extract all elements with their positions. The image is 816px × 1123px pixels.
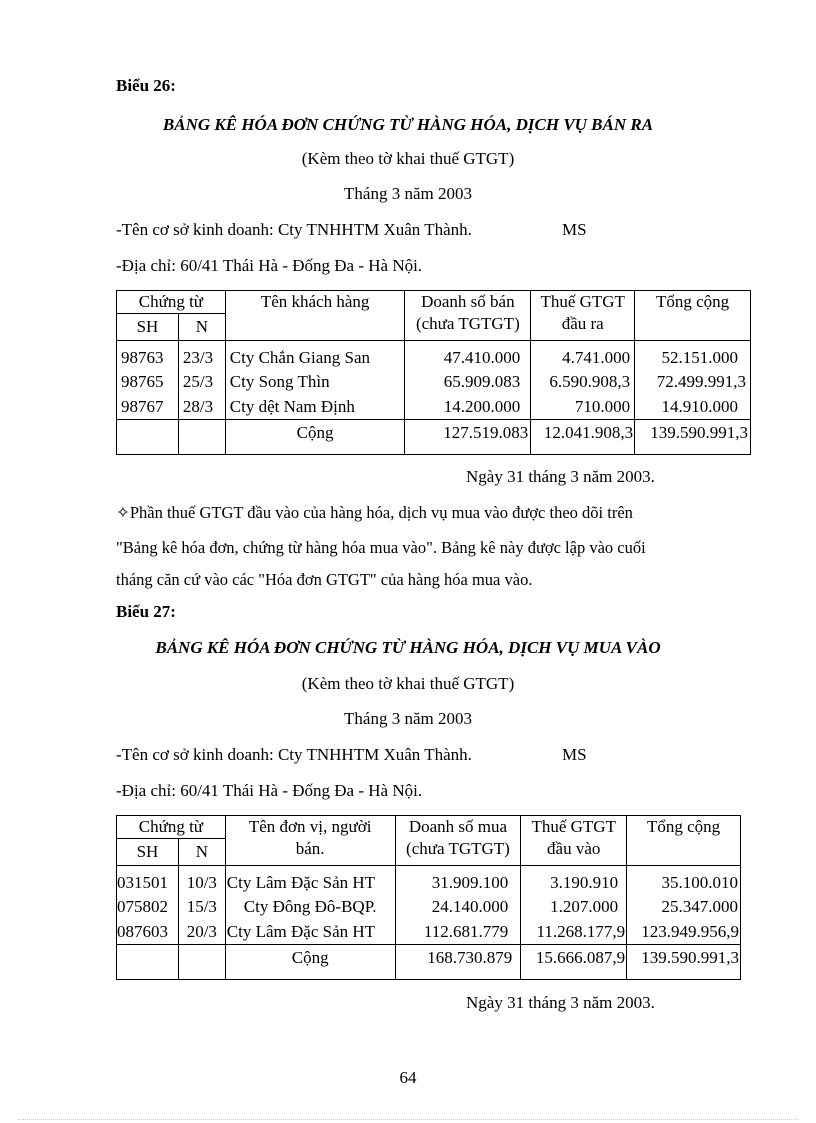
page-number: 64	[399, 1068, 417, 1087]
empty-cell	[178, 420, 225, 455]
section-title: BẢNG KÊ HÓA ĐƠN CHỨNG TỪ HÀNG HÓA, DỊCH VỤ MUA VÀO	[155, 638, 661, 657]
cell-name: Cty Lâm Đặc Sản HT	[225, 866, 395, 895]
sum-total: 139.590.991,3	[627, 945, 741, 980]
purchase-table	[116, 815, 741, 980]
cell-n: 20/3	[178, 919, 225, 945]
table-header-row	[117, 816, 741, 839]
cell-sales: 47.410.000	[405, 341, 531, 370]
address-line: -Địa chỉ: 60/41 Thái Hà - Đống Đa - Hà Nội.	[116, 781, 423, 800]
ms-label: MS	[562, 745, 587, 764]
section-period: Tháng 3 năm 2003	[344, 709, 472, 728]
cell-purchase: 24.140.000	[395, 894, 521, 919]
cell-vat: 3.190.910	[521, 866, 627, 895]
header-purchase: Doanh số mua (chưa TGTGT)	[395, 816, 521, 866]
header-sales: Doanh số bán (chưa TGTGT)	[405, 291, 531, 341]
table-row	[117, 394, 751, 420]
sign-date: Ngày 31 tháng 3 năm 2003.	[466, 467, 655, 486]
section-period: Tháng 3 năm 2003	[344, 184, 472, 203]
section-subtitle: (Kèm theo tờ khai thuế GTGT)	[301, 674, 515, 693]
empty-cell	[117, 420, 179, 455]
empty-cell	[117, 945, 179, 980]
table-row	[117, 866, 741, 895]
cell-name: Cty Song Thìn	[225, 369, 405, 394]
cell-sh: 98765	[117, 369, 179, 394]
sum-vat: 12.041.908,3	[531, 420, 635, 455]
cell-sales: 65.909.083	[405, 369, 531, 394]
header-total: Tổng cộng	[635, 291, 751, 341]
sum-label: Cộng	[225, 420, 405, 455]
cell-n: 28/3	[178, 394, 225, 420]
cell-n: 25/3	[178, 369, 225, 394]
section-title: BẢNG KÊ HÓA ĐƠN CHỨNG TỪ HÀNG HÓA, DỊCH VỤ BÁN RA	[162, 115, 654, 134]
cell-vat: 710.000	[531, 394, 635, 420]
business-name: -Tên cơ sở kinh doanh: Cty TNHHTM Xuân Thành.	[116, 220, 472, 239]
cell-vat: 11.268.177,9	[521, 919, 627, 945]
table-sum-row	[117, 420, 751, 455]
header-sh: SH	[117, 314, 179, 341]
sign-date: Ngày 31 tháng 3 năm 2003.	[466, 993, 655, 1012]
cell-vat: 4.741.000	[531, 341, 635, 370]
empty-cell	[178, 945, 225, 980]
paragraph-line: tháng căn cứ vào các "Hóa đơn GTGT" của hàng hóa mua vào.	[116, 570, 533, 589]
header-name: Tên đơn vị, người bán.	[225, 816, 395, 866]
header-sh: SH	[117, 839, 179, 866]
header-n: N	[178, 314, 225, 341]
cell-purchase: 112.681.779	[395, 919, 521, 945]
sum-total: 139.590.991,3	[635, 420, 751, 455]
header-name: Tên khách hàng	[225, 291, 405, 341]
header-n: N	[178, 839, 225, 866]
cell-vat: 6.590.908,3	[531, 369, 635, 394]
cell-sh: 98763	[117, 341, 179, 370]
cell-name: Cty dệt Nam Định	[225, 394, 405, 420]
cell-total: 25.347.000	[627, 894, 741, 919]
header-doc: Chứng từ	[117, 291, 226, 314]
cell-name: Cty Đông Đô-BQP.	[225, 894, 395, 919]
cell-name: Cty Lâm Đặc Sản HT	[225, 919, 395, 945]
header-vat: Thuế GTGT đầu ra	[531, 291, 635, 341]
sum-label: Cộng	[225, 945, 395, 980]
cell-total: 35.100.010	[627, 866, 741, 895]
sum-purchase: 168.730.879	[395, 945, 521, 980]
section-label: Biểu 27:	[116, 602, 176, 621]
table-row	[117, 919, 741, 945]
sales-table	[116, 290, 751, 455]
address-line: -Địa chỉ: 60/41 Thái Hà - Đống Đa - Hà Nội.	[116, 256, 423, 275]
cell-sh: 031501	[117, 866, 179, 895]
cell-sales: 14.200.000	[405, 394, 531, 420]
cell-purchase: 31.909.100	[395, 866, 521, 895]
cell-total: 52.151.000	[635, 341, 751, 370]
ms-label: MS	[562, 220, 587, 239]
sum-sales: 127.519.083	[405, 420, 531, 455]
header-total: Tổng cộng	[627, 816, 741, 866]
table-row	[117, 894, 741, 919]
cell-sh: 087603	[117, 919, 179, 945]
cell-name: Cty Chắn Giang San	[225, 341, 405, 370]
header-vat: Thuế GTGT đầu vào	[521, 816, 627, 866]
section-subtitle: (Kèm theo tờ khai thuế GTGT)	[301, 149, 515, 168]
section-label: Biểu 26:	[116, 76, 176, 95]
header-doc: Chứng từ	[117, 816, 226, 839]
cell-n: 23/3	[178, 341, 225, 370]
table-header-row	[117, 291, 751, 314]
paragraph-line: "Bảng kê hóa đơn, chứng từ hàng hóa mua vào". Bảng kê này được lập vào cuối	[116, 538, 646, 557]
cell-sh: 98767	[117, 394, 179, 420]
cell-total: 72.499.991,3	[635, 369, 751, 394]
cell-vat: 1.207.000	[521, 894, 627, 919]
table-row	[117, 341, 751, 370]
sum-vat: 15.666.087,9	[521, 945, 627, 980]
business-name: -Tên cơ sở kinh doanh: Cty TNHHTM Xuân Thành.	[116, 745, 472, 764]
cell-sh: 075802	[117, 894, 179, 919]
paragraph-line: ✧Phần thuế GTGT đầu vào của hàng hóa, dịch vụ mua vào được theo dõi trên	[116, 503, 633, 522]
table-row	[117, 369, 751, 394]
page-bottom-divider	[18, 1119, 798, 1120]
table-sum-row	[117, 945, 741, 980]
cell-n: 15/3	[178, 894, 225, 919]
cell-n: 10/3	[178, 866, 225, 895]
cell-total: 14.910.000	[635, 394, 751, 420]
cell-total: 123.949.956,9	[627, 919, 741, 945]
